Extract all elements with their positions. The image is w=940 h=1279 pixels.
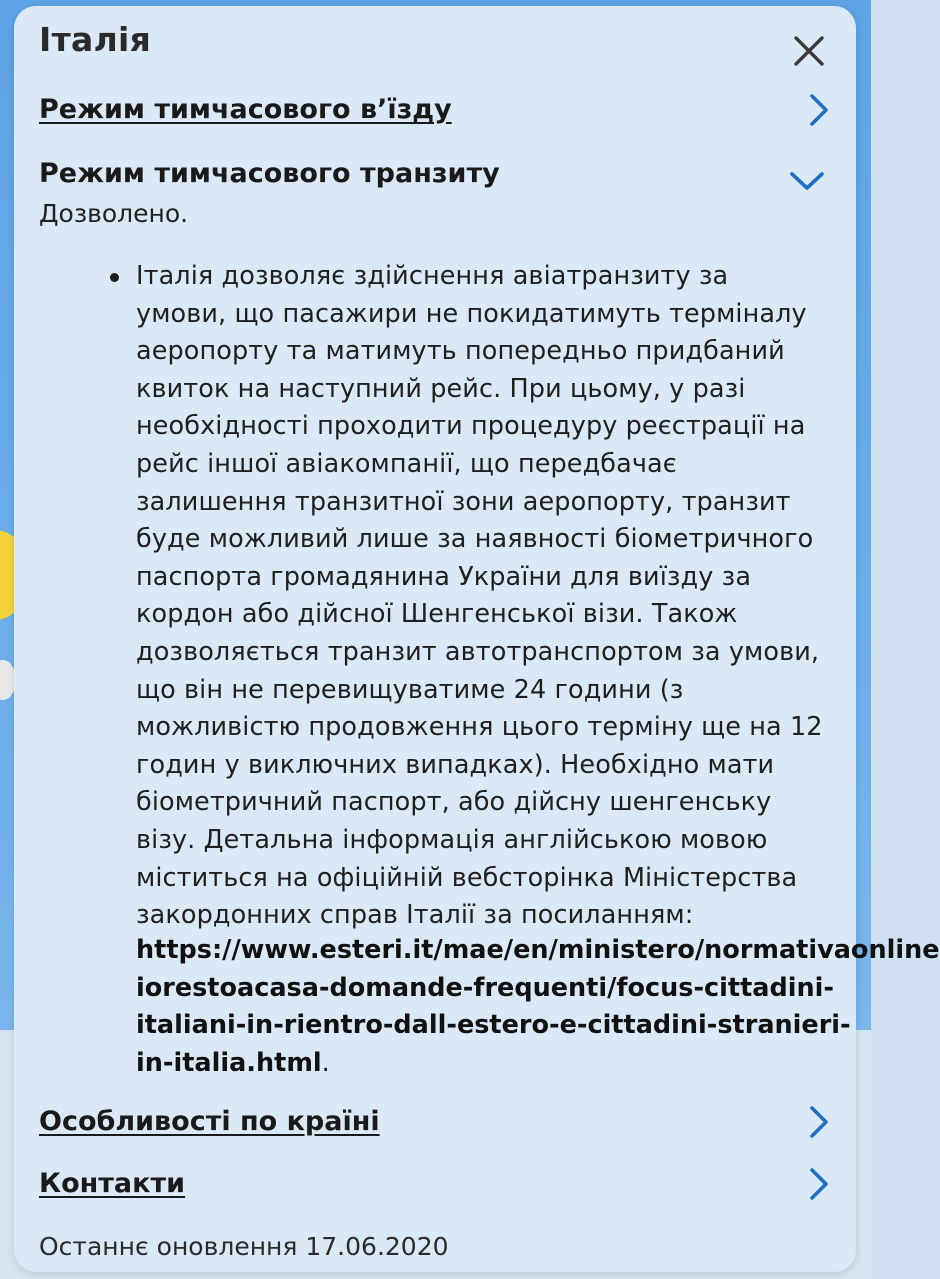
transit-description: Італія дозволяє здійснення авіатранзиту за умови, що пасажири не покидатимуть терміналу аеропорту та матимуть попередньо придбаний квиток на наступний рейс. При цьому, у разі необхідності проходити процедуру реєстрації на рейс іншої авіакомпанії, що передбачає залишення транзитної зони аеропорту, транзит буде можливий лише за наявності біометричного паспорта громадянина України для виїзду за кордон або дійсної Шенгенської візи. Також дозволяється транзит автотранспортом за умови, що він не перевищуватиме 24 години (з можливістю продовження цього терміну ще на 12 годин у виключних випадках). Необхідно мати біометричний паспорт, або дійсну шенгенську візу. Детальна інформація англійською мовою міститься на офіційній вебсторінка Міністерства закордонних справ Італії за посиланням:: [136, 261, 823, 931]
transit-status: Дозволено.: [39, 199, 189, 228]
bullet-icon: [110, 273, 119, 282]
transit-regime-heading[interactable]: Режим тимчасового транзиту: [39, 158, 500, 189]
chevron-right-icon: [804, 92, 834, 128]
chevron-right-icon: [804, 1104, 834, 1140]
mfa-link[interactable]: https://www.esteri.it/mae/en/ministero/normativaonline iorestoacasa-domande-frequenti/focus-cittadini- italiani-in-rientro-dall-estero-e-cittadini-stranieri- in-italia.html: [136, 935, 940, 1078]
transit-regime-collapse[interactable]: [788, 166, 826, 196]
contacts-link[interactable]: Контакти: [39, 1168, 186, 1199]
panel-title: Італія: [39, 20, 152, 59]
close-icon: [790, 32, 828, 70]
chevron-right-icon: [804, 1166, 834, 1202]
entry-regime-link[interactable]: Режим тимчасового в’їзду: [39, 94, 452, 125]
mfa-link-paragraph: [136, 932, 940, 1082]
country-specifics-expand[interactable]: [804, 1104, 834, 1140]
link-period: .: [321, 1047, 330, 1078]
close-button[interactable]: [790, 32, 828, 70]
chevron-down-icon: [788, 166, 826, 196]
entry-regime-expand[interactable]: [804, 92, 834, 128]
contacts-expand[interactable]: [804, 1166, 834, 1202]
last-updated: Останнє оновлення 17.06.2020: [39, 1232, 449, 1261]
country-specifics-link[interactable]: Особливості по країні: [39, 1106, 380, 1137]
country-info-panel: [14, 6, 940, 1272]
